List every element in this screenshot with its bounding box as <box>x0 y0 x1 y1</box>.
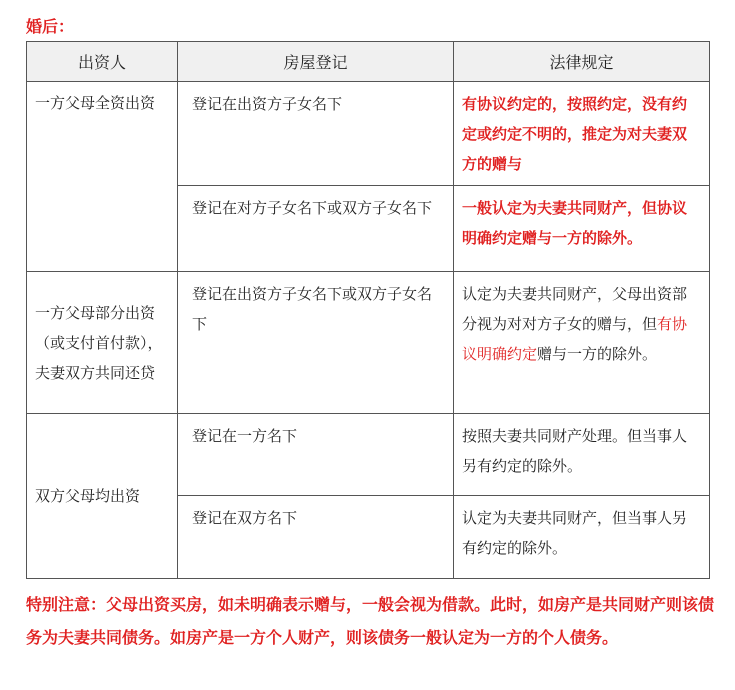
registration-cell: 登记在一方名下 <box>178 414 454 496</box>
funder-cell: 双方父母均出资 <box>27 414 178 579</box>
table-row <box>27 272 710 414</box>
legal-rule-text: 认定为夫妻共同财产，父母出资部分视为对对方子女的赠与，但 <box>462 285 688 333</box>
legal-rule-text: 赠与一方的除外。 <box>537 345 658 363</box>
registration-cell: 登记在出资方子女名下或双方子女名下 <box>178 272 454 414</box>
legal-rule-cell <box>454 272 710 414</box>
legal-rule-cell: 一般认定为夫妻共同财产，但协议明确约定赠与一方的除外。 <box>454 186 710 272</box>
funder-cell: 一方父母全资出资 <box>27 82 178 272</box>
registration-cell: 登记在双方名下 <box>178 496 454 579</box>
section-heading: 婚后： <box>26 17 75 36</box>
table-row <box>27 414 710 496</box>
special-note: 特别注意：父母出资买房，如未明确表示赠与，一般会视为借款。此时，如房产是共同财产则该债务为夫妻共同债务。如房产是一方个人财产，则该债务一般认定为一方的个人债务。 <box>26 595 715 647</box>
legal-rule-cell: 认定为夫妻共同财产，但当事人另有约定的除外。 <box>454 496 710 579</box>
table-header-row <box>27 42 710 82</box>
table-row <box>27 82 710 186</box>
legal-rule-highlight: 有协议明确约定 <box>462 315 688 363</box>
legal-rule-cell: 有协议约定的，按照约定，没有约定或约定不明的，推定为对夫妻双方的赠与 <box>454 82 710 186</box>
funder-cell: 一方父母部分出资（或支付首付款），夫妻双方共同还贷 <box>27 272 178 414</box>
registration-cell: 登记在对方子女名下或双方子女名下 <box>178 186 454 272</box>
header-registration: 房屋登记 <box>178 42 454 82</box>
header-legal-rule: 法律规定 <box>454 42 710 82</box>
legal-rule-cell: 按照夫妻共同财产处理。但当事人另有约定的除外。 <box>454 414 710 496</box>
header-funder: 出资人 <box>27 42 178 82</box>
registration-cell: 登记在出资方子女名下 <box>178 82 454 186</box>
funding-rules-table <box>26 41 710 579</box>
